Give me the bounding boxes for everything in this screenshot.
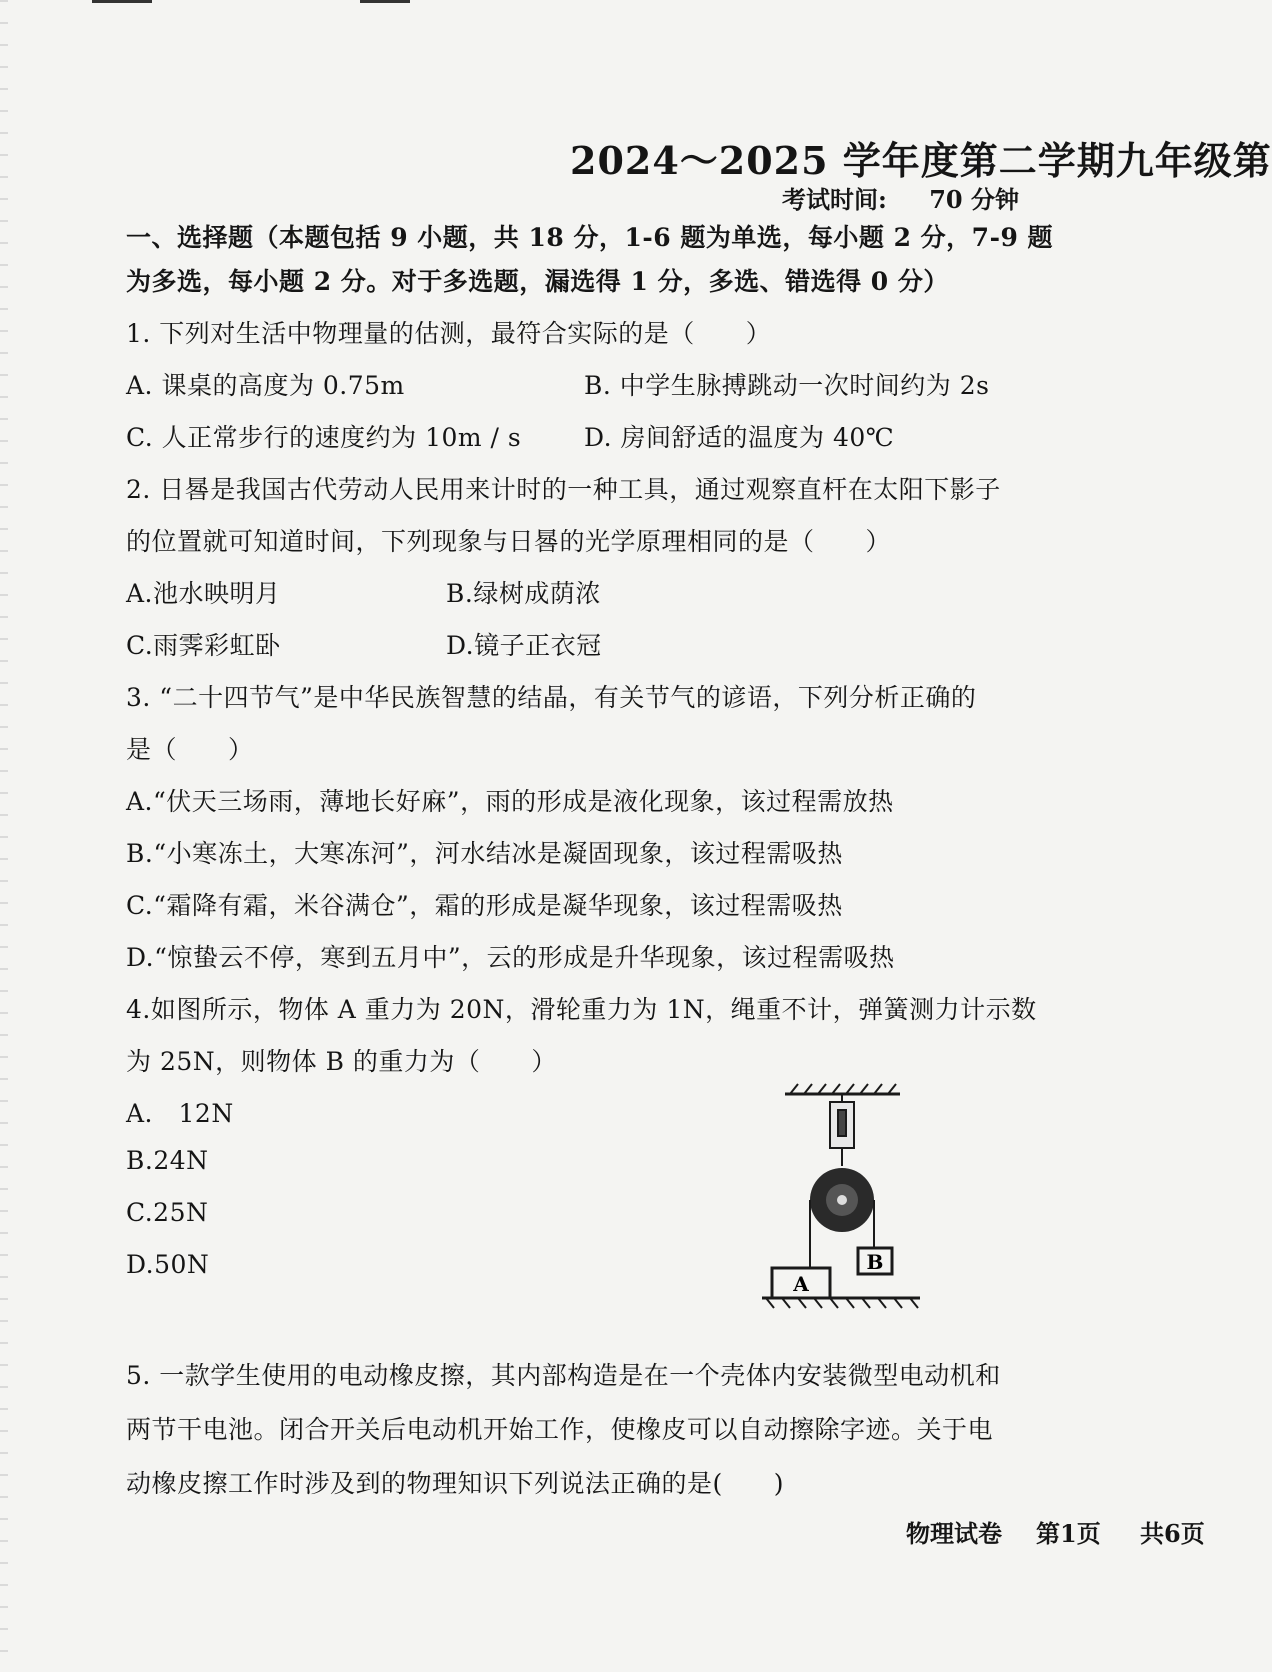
scan-mark xyxy=(92,0,152,3)
option: C.“霜降有霜，米谷满仓”，霜的形成是凝华现象，该过程需吸热 xyxy=(126,891,843,920)
option: B.“小寒冻土，大寒冻河”，河水结冰是凝固现象，该过程需吸热 xyxy=(126,839,843,868)
option: B. 中学生脉搏跳动一次时间约为 2s xyxy=(584,371,990,400)
option: C.雨霁彩虹卧 xyxy=(126,631,281,660)
option: C.25N xyxy=(126,1198,209,1227)
block-a-label: A xyxy=(793,1272,809,1296)
question-stem: 的位置就可知道时间，下列现象与日晷的光学原理相同的是（ ） xyxy=(126,527,892,556)
question-stem: 动橡皮擦工作时涉及到的物理知识下列说法正确的是( ) xyxy=(126,1469,785,1498)
block-b xyxy=(858,1248,892,1274)
exam-time-label: 考试时间: xyxy=(782,185,887,214)
spring-scale xyxy=(830,1094,854,1166)
question-stem: 两节干电池。闭合开关后电动机开始工作，使橡皮可以自动擦除字迹。关于电 xyxy=(126,1415,994,1444)
footer-page: 第1页 xyxy=(1036,1519,1101,1548)
exam-time xyxy=(782,180,1019,215)
question-stem: 是（ ） xyxy=(126,735,254,764)
block-b-label: B xyxy=(866,1250,884,1274)
section-heading: 一、选择题（本题包括 9 小题，共 18 分，1-6 题为单选，每小题 2 分，7-9 题 xyxy=(126,223,1054,252)
block-a xyxy=(772,1268,830,1298)
question-stem: 3. “二十四节气”是中华民族智慧的结晶，有关节气的谚语，下列分析正确的 xyxy=(126,683,977,712)
scan-edge xyxy=(0,0,8,1672)
footer-subject: 物理试卷 xyxy=(906,1519,1002,1548)
option: D.镜子正衣冠 xyxy=(446,631,602,660)
question-stem: 2. 日晷是我国古代劳动人民用来计时的一种工具，通过观察直杆在太阳下影子 xyxy=(126,475,1001,504)
question-stem: 为 25N，则物体 B 的重力为（ ） xyxy=(126,1047,557,1076)
option: D. 房间舒适的温度为 40℃ xyxy=(584,423,895,452)
option: D.“惊蛰云不停，寒到五月中”，云的形成是升华现象，该过程需吸热 xyxy=(126,943,895,972)
option: D.50N xyxy=(126,1250,210,1279)
option: B.绿树成荫浓 xyxy=(446,579,601,608)
ceiling xyxy=(785,1084,900,1094)
question-stem: 5. 一款学生使用的电动橡皮擦，其内部构造是在一个壳体内安装微型电动机和 xyxy=(126,1361,1001,1390)
pulley xyxy=(810,1168,874,1232)
question-stem: 4.如图所示，物体 A 重力为 20N，滑轮重力为 1N，绳重不计，弹簧测力计示数 xyxy=(126,995,1037,1024)
pulley-diagram xyxy=(760,1080,950,1320)
option: A.“伏天三场雨，薄地长好麻”，雨的形成是液化现象，该过程需放热 xyxy=(126,787,894,816)
footer-total: 共6页 xyxy=(1140,1519,1205,1548)
exam-time-value: 70 分钟 xyxy=(929,185,1019,214)
option: A. 12N xyxy=(126,1099,234,1128)
option: A. 课桌的高度为 0.75m xyxy=(126,371,405,400)
question-stem: 1. 下列对生活中物理量的估测，最符合实际的是（ ） xyxy=(126,319,772,348)
option: C. 人正常步行的速度约为 10m / s xyxy=(126,423,522,452)
option: B.24N xyxy=(126,1146,209,1175)
ground xyxy=(762,1298,920,1308)
exam-title: 2024～2025 学年度第二学期九年级第 xyxy=(570,138,1272,183)
section-heading: 为多选，每小题 2 分。对于多选题，漏选得 1 分，多选、错选得 0 分） xyxy=(126,267,949,296)
option: A.池水映明月 xyxy=(126,579,281,608)
scan-mark xyxy=(360,0,410,3)
